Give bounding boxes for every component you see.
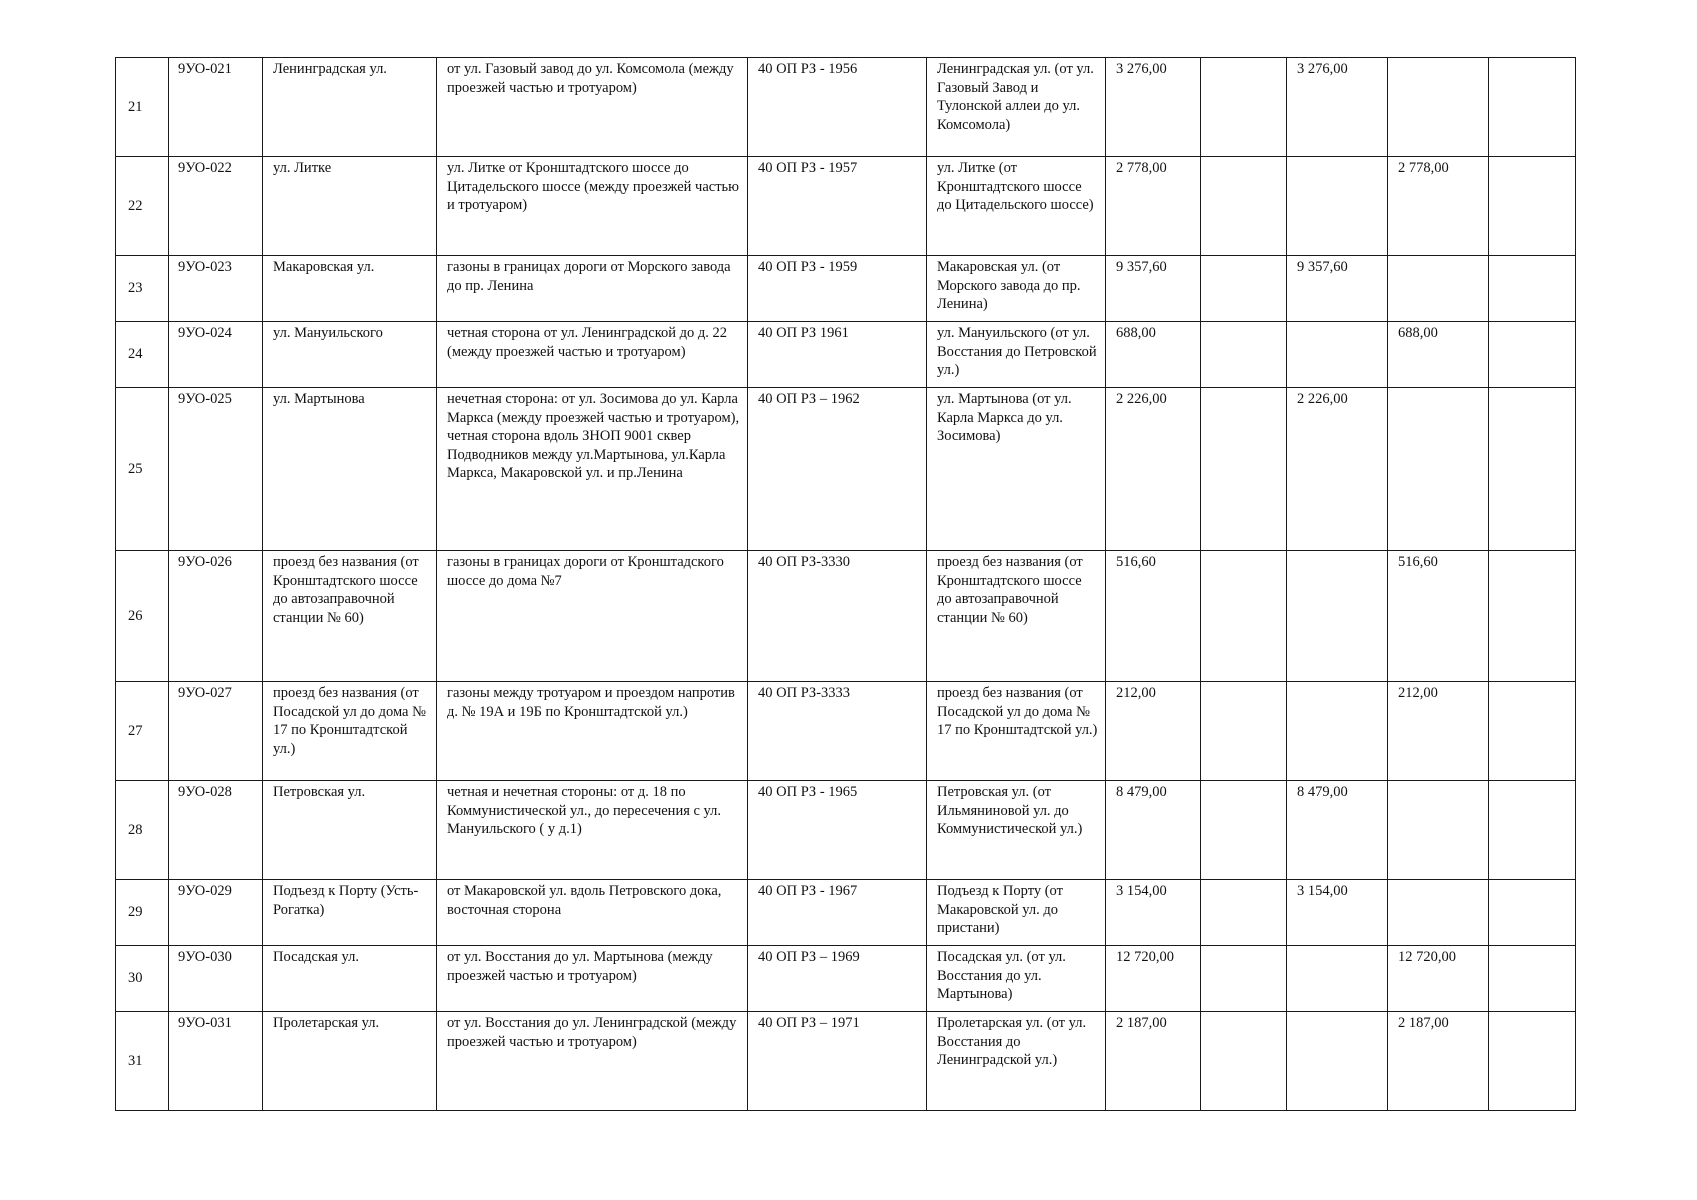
road-id: 40 ОП РЗ – 1962 (748, 388, 927, 551)
road-name: Посадская ул. (от ул. Восстания до ул. Мартынова) (927, 946, 1106, 1012)
object-description: газоны в границах дороги от Морского завода до пр. Ленина (437, 256, 748, 322)
table-row (116, 880, 1576, 946)
area-col-11 (1489, 157, 1576, 256)
area-col-11 (1489, 322, 1576, 388)
road-id: 40 ОП РЗ-3330 (748, 551, 927, 682)
area-col-8 (1201, 682, 1287, 781)
table-row (116, 551, 1576, 682)
object-description: ул. Литке от Кронштадтского шоссе до Цитадельского шоссе (между проезжей частью и тротуаром) (437, 157, 748, 256)
table-row (116, 256, 1576, 322)
row-number: 25 (116, 388, 169, 551)
object-code: 9УО-025 (169, 388, 263, 551)
road-id: 40 ОП РЗ - 1965 (748, 781, 927, 880)
table-row (116, 322, 1576, 388)
object-code: 9УО-022 (169, 157, 263, 256)
object-code: 9УО-031 (169, 1012, 263, 1111)
area-col-8 (1201, 157, 1287, 256)
area-col-9 (1287, 946, 1388, 1012)
area-col-9: 3 276,00 (1287, 58, 1388, 157)
object-name: ул. Мануильского (263, 322, 437, 388)
road-name: Подъезд к Порту (от Макаровской ул. до пристани) (927, 880, 1106, 946)
row-number: 30 (116, 946, 169, 1012)
area-total: 516,60 (1106, 551, 1201, 682)
table-row (116, 946, 1576, 1012)
object-code: 9УО-027 (169, 682, 263, 781)
area-col-11 (1489, 388, 1576, 551)
area-col-11 (1489, 551, 1576, 682)
table-row (116, 388, 1576, 551)
area-col-11 (1489, 781, 1576, 880)
row-number: 24 (116, 322, 169, 388)
object-name: Пролетарская ул. (263, 1012, 437, 1111)
object-name: Петровская ул. (263, 781, 437, 880)
area-col-10 (1388, 880, 1489, 946)
area-col-8 (1201, 781, 1287, 880)
area-col-10 (1388, 388, 1489, 551)
area-total: 12 720,00 (1106, 946, 1201, 1012)
area-col-10: 212,00 (1388, 682, 1489, 781)
area-total: 2 778,00 (1106, 157, 1201, 256)
area-col-10: 516,60 (1388, 551, 1489, 682)
object-name: ул. Мартынова (263, 388, 437, 551)
object-name: ул. Литке (263, 157, 437, 256)
area-col-10: 2 187,00 (1388, 1012, 1489, 1111)
object-name: Посадская ул. (263, 946, 437, 1012)
area-col-10: 688,00 (1388, 322, 1489, 388)
area-col-9: 2 226,00 (1287, 388, 1388, 551)
area-col-8 (1201, 256, 1287, 322)
area-total: 3 154,00 (1106, 880, 1201, 946)
row-number: 31 (116, 1012, 169, 1111)
row-number: 22 (116, 157, 169, 256)
road-id: 40 ОП РЗ - 1957 (748, 157, 927, 256)
area-col-11 (1489, 1012, 1576, 1111)
object-description: газоны между тротуаром и проездом напротив д. № 19А и 19Б по Кронштадтской ул.) (437, 682, 748, 781)
object-description: от ул. Газовый завод до ул. Комсомола (между проезжей частью и тротуаром) (437, 58, 748, 157)
road-id: 40 ОП РЗ – 1969 (748, 946, 927, 1012)
road-id: 40 ОП РЗ - 1967 (748, 880, 927, 946)
area-col-11 (1489, 256, 1576, 322)
area-col-11 (1489, 946, 1576, 1012)
road-name: Пролетарская ул. (от ул. Восстания до Ленинградской ул.) (927, 1012, 1106, 1111)
area-col-11 (1489, 880, 1576, 946)
area-col-9 (1287, 157, 1388, 256)
road-id: 40 ОП РЗ – 1971 (748, 1012, 927, 1111)
area-total: 2 187,00 (1106, 1012, 1201, 1111)
area-col-8 (1201, 58, 1287, 157)
object-description: от ул. Восстания до ул. Мартынова (между проезжей частью и тротуаром) (437, 946, 748, 1012)
road-name: Ленинградская ул. (от ул. Газовый Завод и Тулонской аллеи до ул. Комсомола) (927, 58, 1106, 157)
object-description: от Макаровской ул. вдоль Петровского дока, восточная сторона (437, 880, 748, 946)
object-name: Ленинградская ул. (263, 58, 437, 157)
road-name: ул. Литке (от Кронштадтского шоссе до Цитадельского шоссе) (927, 157, 1106, 256)
area-col-9 (1287, 322, 1388, 388)
area-col-10: 2 778,00 (1388, 157, 1489, 256)
area-col-10 (1388, 781, 1489, 880)
object-name: Макаровская ул. (263, 256, 437, 322)
object-description: от ул. Восстания до ул. Ленинградской (между проезжей частью и тротуаром) (437, 1012, 748, 1111)
road-id: 40 ОП РЗ-3333 (748, 682, 927, 781)
row-number: 21 (116, 58, 169, 157)
road-name: Макаровская ул. (от Морского завода до пр. Ленина) (927, 256, 1106, 322)
table-row (116, 1012, 1576, 1111)
road-name: ул. Мануильского (от ул. Восстания до Петровской ул.) (927, 322, 1106, 388)
road-id: 40 ОП РЗ 1961 (748, 322, 927, 388)
road-name: ул. Мартынова (от ул. Карла Маркса до ул. Зосимова) (927, 388, 1106, 551)
area-total: 212,00 (1106, 682, 1201, 781)
area-total: 2 226,00 (1106, 388, 1201, 551)
table-row (116, 682, 1576, 781)
road-id: 40 ОП РЗ - 1959 (748, 256, 927, 322)
area-col-8 (1201, 388, 1287, 551)
area-col-9: 3 154,00 (1287, 880, 1388, 946)
row-number: 29 (116, 880, 169, 946)
object-code: 9УО-023 (169, 256, 263, 322)
object-description: четная и нечетная стороны: от д. 18 по Коммунистической ул., до пересечения с ул. Мануильского ( у д.1) (437, 781, 748, 880)
area-col-9 (1287, 1012, 1388, 1111)
object-code: 9УО-029 (169, 880, 263, 946)
area-col-9 (1287, 682, 1388, 781)
table-row (116, 58, 1576, 157)
area-col-8 (1201, 322, 1287, 388)
object-code: 9УО-021 (169, 58, 263, 157)
road-name: проезд без названия (от Посадской ул до дома № 17 по Кронштадтской ул.) (927, 682, 1106, 781)
object-name: проезд без названия (от Посадской ул до дома № 17 по Кронштадтской ул.) (263, 682, 437, 781)
area-col-9: 8 479,00 (1287, 781, 1388, 880)
register-table (115, 57, 1576, 1111)
row-number: 28 (116, 781, 169, 880)
table-row (116, 781, 1576, 880)
object-code: 9УО-030 (169, 946, 263, 1012)
area-col-9 (1287, 551, 1388, 682)
area-col-8 (1201, 946, 1287, 1012)
row-number: 27 (116, 682, 169, 781)
area-col-8 (1201, 551, 1287, 682)
road-id: 40 ОП РЗ - 1956 (748, 58, 927, 157)
area-col-10: 12 720,00 (1388, 946, 1489, 1012)
area-total: 3 276,00 (1106, 58, 1201, 157)
road-name: Петровская ул. (от Ильмяниновой ул. до Коммунистической ул.) (927, 781, 1106, 880)
row-number: 26 (116, 551, 169, 682)
table-row (116, 157, 1576, 256)
area-total: 9 357,60 (1106, 256, 1201, 322)
road-name: проезд без названия (от Кронштадтского шоссе до автозаправочной станции № 60) (927, 551, 1106, 682)
area-col-10 (1388, 256, 1489, 322)
object-description: газоны в границах дороги от Кронштадского шоссе до дома №7 (437, 551, 748, 682)
area-col-8 (1201, 880, 1287, 946)
object-description: четная сторона от ул. Ленинградской до д. 22 (между проезжей частью и тротуаром) (437, 322, 748, 388)
object-code: 9УО-026 (169, 551, 263, 682)
area-total: 688,00 (1106, 322, 1201, 388)
object-name: Подъезд к Порту (Усть-Рогатка) (263, 880, 437, 946)
area-col-11 (1489, 58, 1576, 157)
area-col-8 (1201, 1012, 1287, 1111)
area-col-11 (1489, 682, 1576, 781)
object-code: 9УО-024 (169, 322, 263, 388)
row-number: 23 (116, 256, 169, 322)
area-col-10 (1388, 58, 1489, 157)
area-col-9: 9 357,60 (1287, 256, 1388, 322)
object-description: нечетная сторона: от ул. Зосимова до ул. Карла Маркса (между проезжей частью и тротуаром), четная сторона вдоль ЗНОП 9001 сквер Подводников между ул.Мартынова, ул.Карла Маркса, Макаровской ул. и пр.Ленина (437, 388, 748, 551)
object-code: 9УО-028 (169, 781, 263, 880)
area-total: 8 479,00 (1106, 781, 1201, 880)
object-name: проезд без названия (от Кронштадтского шоссе до автозаправочной станции № 60) (263, 551, 437, 682)
